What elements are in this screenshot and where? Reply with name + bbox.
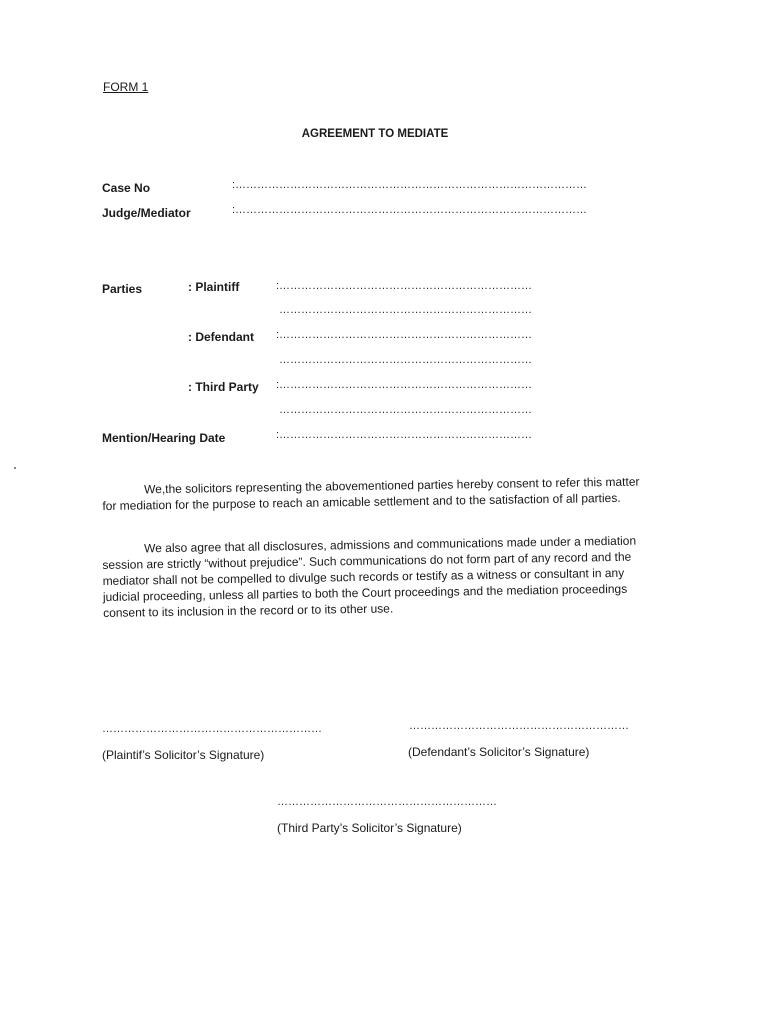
- third-party-label: : Third Party: [188, 380, 259, 394]
- defendant-field-line-2: ……………………………………………………………: [279, 354, 532, 366]
- judge-mediator-label: Judge/Mediator: [102, 206, 191, 220]
- parties-label: Parties: [102, 282, 143, 296]
- plaintiff-field-line-2: ……………………………………………………………: [279, 304, 532, 316]
- hearing-date-field: :……………………………………………………………: [276, 429, 533, 441]
- consent-paragraph: We,the solicitors representing the abovementioned parties hereby consent to refer this matter for mediation for the purpose to reach an amicable settlement and to the satisfaction of all parties.: [102, 474, 640, 513]
- third-party-field-line-2: ……………………………………………………………: [279, 404, 532, 416]
- third-party-signature-line: ……………………………………………………: [277, 796, 497, 808]
- judge-mediator-field: :……………………………………………………………………………………: [232, 204, 588, 216]
- plaintiff-field-line-1: :……………………………………………………………: [276, 280, 533, 292]
- defendant-label: : Defendant: [188, 330, 254, 344]
- defendant-field-line-1: :……………………………………………………………: [276, 329, 533, 341]
- form-number: FORM 1: [103, 80, 149, 94]
- plaintiff-signature-line: ……………………………………………………: [102, 723, 322, 735]
- without-prejudice-paragraph: We also agree that all disclosures, admissions and communications made under a mediation session are strictly “without prejudice”. Such communications do not form part of any record and the mediator shall not be compelled to divulge such records or testify as a witness or consultant in any judicial proceeding, unless all parties to both the Court proceedings and the mediation proceedings consent to its inclusion in the record or to its other use.: [102, 533, 637, 620]
- defendant-signature-label: (Defendant’s Solicitor’s Signature): [408, 745, 590, 759]
- hearing-date-label: Mention/Hearing Date: [102, 431, 226, 445]
- third-party-field-line-1: :……………………………………………………………: [276, 379, 533, 391]
- scan-mark: [14, 467, 16, 469]
- plaintiff-signature-label: (Plaintif’s Solicitor’s Signature): [102, 748, 265, 762]
- case-no-label: Case No: [102, 181, 151, 195]
- third-party-signature-label: (Third Party’s Solicitor’s Signature): [277, 821, 462, 835]
- case-no-field: :……………………………………………………………………………………: [232, 179, 588, 191]
- plaintiff-label: : Plaintiff: [188, 280, 240, 294]
- document-title: AGREEMENT TO MEDIATE: [301, 128, 449, 140]
- defendant-signature-line: ……………………………………………………: [409, 720, 629, 732]
